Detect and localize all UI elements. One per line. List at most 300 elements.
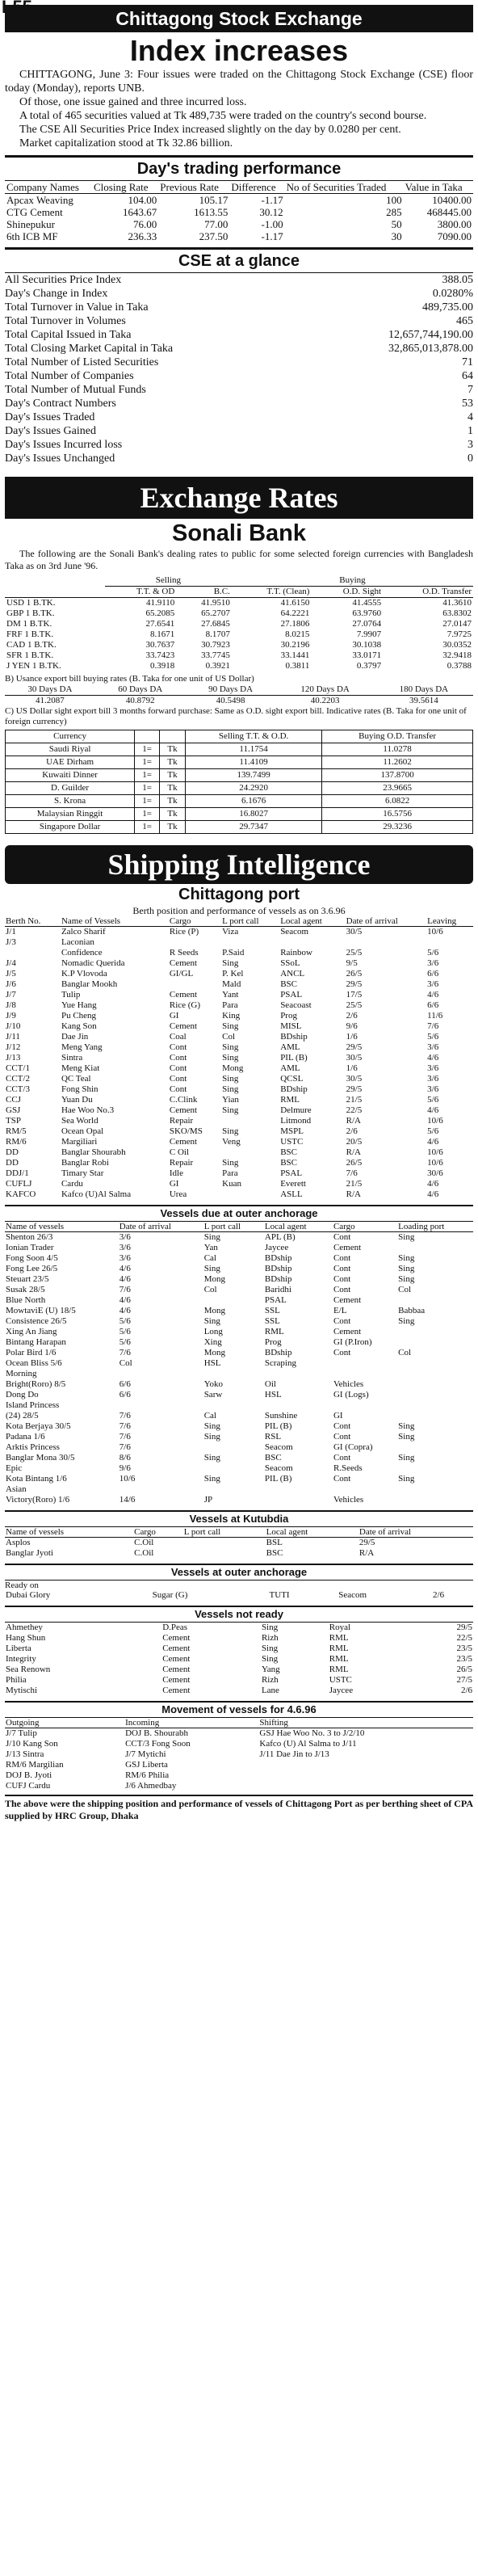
outer-cell	[264, 1495, 333, 1505]
outer-cell: MowtaviE (U) 18/5	[6, 1306, 76, 1315]
rate-cell: 41.9510	[201, 598, 230, 608]
movement-cell: J/13 Sintra	[6, 1749, 44, 1759]
outer-cell: 5/6	[119, 1327, 131, 1336]
kutubdia-title: Vessels at Kutubdia	[5, 1510, 473, 1527]
notready-cell: 23/5	[456, 1654, 472, 1664]
indicative-row	[6, 795, 473, 808]
outer-cell: Cont	[333, 1232, 351, 1242]
berth-cell: J/6	[6, 979, 16, 989]
outer-cell: Sing	[203, 1474, 220, 1484]
indicative-cell: Malaysian Ringgit	[6, 808, 135, 821]
indicative-header	[160, 730, 186, 743]
outer-header: Name of vessels	[5, 1222, 119, 1232]
usance-header: 30 Days DA	[5, 684, 95, 696]
table-row	[5, 206, 473, 218]
berth-cell: J/9	[6, 1011, 16, 1021]
movement-row	[5, 1770, 473, 1781]
outer-cell: (24) 28/5	[6, 1411, 39, 1421]
outer-cell: Col	[398, 1348, 412, 1357]
indicative-row	[6, 756, 473, 769]
glance-label: Total Turnover in Volumes	[5, 315, 126, 327]
indicative-cell: Tk	[160, 782, 186, 795]
article-paragraph: A total of 465 securities valued at Tk 489,735 were traded on the country's second bourse.	[19, 110, 427, 122]
notready-cell: Cement	[162, 1644, 191, 1653]
indicative-cell: 29.3236	[322, 821, 473, 834]
berth-cell: CCT/2	[6, 1074, 30, 1084]
outer-cell: Ocean Bliss 5/6	[6, 1358, 62, 1368]
berth-cell: 5/6	[427, 1095, 439, 1105]
glance-row	[5, 328, 473, 342]
outer-cell	[397, 1337, 473, 1348]
outer-cell	[397, 1400, 473, 1411]
notready-cell: Hang Shun	[6, 1633, 46, 1643]
outer-row	[5, 1253, 473, 1264]
table-cell: 10400.00	[432, 194, 472, 206]
outer-at-cell: Seacom	[338, 1590, 367, 1600]
page-number: L55	[2, 0, 32, 17]
berth-cell: Litmond	[280, 1116, 312, 1126]
outer-cell: GI (P.Iron)	[333, 1337, 372, 1347]
outer-cell: Consistence 26/5	[6, 1316, 67, 1326]
berth-cell: RM/5	[6, 1126, 27, 1136]
berth-row	[5, 979, 473, 990]
outer-cell: Sing	[203, 1432, 220, 1442]
outer-cell: Xing An Jiang	[6, 1327, 57, 1336]
table-cell: 468445.00	[426, 206, 472, 218]
berth-cell: Sing	[222, 1158, 239, 1168]
berth-cell: 30/5	[346, 1053, 363, 1063]
berth-cell: Para	[222, 1000, 238, 1010]
notready-cell: Yang	[261, 1665, 280, 1674]
outer-cell: Babbaa	[398, 1306, 426, 1315]
outer-row	[5, 1295, 473, 1306]
notready-cell: Rizh	[261, 1633, 279, 1643]
outer-cell: 10/6	[119, 1474, 136, 1484]
table-row	[5, 218, 473, 230]
notready-row	[5, 1654, 473, 1665]
berth-cell: QCSL	[280, 1074, 304, 1084]
outer-cell	[333, 1484, 397, 1495]
berth-cell: GSJ	[6, 1105, 21, 1115]
berth-cell: 3/6	[427, 1042, 439, 1052]
outer-cell: 4/6	[119, 1274, 131, 1284]
berth-cell: J/11	[6, 1032, 20, 1042]
notready-cell: Cement	[162, 1675, 191, 1685]
rate-cell: 41.4555	[352, 598, 382, 608]
table-cell: 7090.00	[437, 230, 472, 242]
outer-cell: PIL (B)	[264, 1421, 292, 1431]
movement-cell: J/7 Mytichi	[125, 1749, 166, 1759]
berth-cell: K.P Vlovoda	[61, 969, 107, 979]
berth-header: L port call	[221, 916, 279, 927]
movement-cell: CCT/3 Fong Soon	[125, 1739, 191, 1749]
glance-value: 53	[462, 398, 473, 410]
berth-cell: 6/6	[427, 969, 439, 979]
berth-cell: Dae Jin	[61, 1032, 89, 1042]
indicative-cell: Tk	[160, 821, 186, 834]
berth-row	[5, 1011, 473, 1021]
movement-row	[5, 1760, 473, 1770]
outer-row	[5, 1400, 473, 1411]
berth-cell: Coal	[169, 1032, 187, 1042]
outer-cell: Polar Bird 1/6	[6, 1348, 57, 1357]
outer-cell	[264, 1400, 333, 1411]
outer-cell: 3/6	[119, 1253, 131, 1263]
berth-cell: Banglar Shourabh	[61, 1147, 126, 1157]
berth-row	[5, 1137, 473, 1147]
berth-cell: QC Teal	[61, 1074, 91, 1084]
table-cell: 50	[391, 218, 402, 230]
outer-cell: Steuart 23/5	[6, 1274, 49, 1284]
kutubdia-cell: Banglar Jyoti	[6, 1548, 53, 1558]
indicative-cell: 137.8700	[322, 769, 473, 782]
outer-row	[5, 1285, 473, 1295]
outer-cell: Banglar Mona 30/5	[6, 1453, 75, 1463]
berth-cell: Cont	[169, 1084, 187, 1094]
outer-row	[5, 1453, 473, 1463]
article-paragraph: Of those, one issue gained and three incurred loss.	[19, 96, 247, 108]
berth-cell: King	[222, 1011, 241, 1021]
kutubdia-cell: Asplos	[6, 1538, 31, 1547]
berth-cell: J/12	[6, 1042, 21, 1052]
notready-cell: 27/5	[456, 1675, 472, 1685]
kutubdia-cell: C.Oil	[134, 1548, 154, 1558]
berth-cell: USTC	[280, 1137, 304, 1147]
notready-row	[5, 1623, 473, 1633]
outer-cell	[397, 1390, 473, 1400]
outer-cell: GI (Copra)	[333, 1442, 373, 1452]
berth-cell: Sintra	[61, 1053, 83, 1063]
berth-cell: Seacom	[280, 927, 309, 937]
glance-value: 7	[468, 384, 473, 396]
rate-row	[5, 661, 473, 671]
berth-cell: BSC	[280, 1158, 297, 1168]
berth-cell: CUFLJ	[6, 1179, 32, 1189]
outer-at-title: Vessels at outer anchorage	[5, 1564, 473, 1581]
kutubdia-header: Name of vessels	[5, 1527, 133, 1538]
table-cell: 76.00	[133, 218, 157, 230]
usance-header: 180 Days DA	[375, 684, 473, 696]
berth-cell	[169, 979, 221, 990]
outer-cell: Seacom	[264, 1463, 293, 1473]
berth-cell: R/A	[346, 1189, 361, 1199]
berth-cell: Ocean Opal	[61, 1126, 104, 1136]
outer-cell	[333, 1358, 397, 1369]
outer-cell: APL (B)	[264, 1232, 296, 1242]
outer-cell: Sing	[203, 1316, 220, 1326]
notready-cell: Sing	[261, 1644, 279, 1653]
notready-cell: Sing	[261, 1654, 279, 1664]
berth-cell: 21/5	[346, 1095, 363, 1105]
berth-cell: Yian	[222, 1095, 239, 1105]
kutubdia-table	[5, 1527, 473, 1559]
rate-cell: 30.2196	[280, 640, 310, 650]
outer-cell: Cement	[333, 1243, 362, 1252]
berth-cell: Cement	[169, 990, 198, 1000]
glance-value: 388.05	[442, 274, 473, 286]
rate-cell: 0.3797	[356, 661, 382, 671]
berth-cell: CCT/1	[6, 1063, 30, 1073]
kutubdia-header: Date of arrival	[358, 1527, 473, 1538]
glance-label: Total Number of Listed Securities	[5, 356, 159, 368]
movement-cell: J/7 Tulip	[6, 1728, 37, 1738]
table-header: Difference	[229, 181, 284, 194]
indicative-cell: UAE Dirham	[6, 756, 135, 769]
outer-cell: Cement	[333, 1295, 362, 1305]
berth-cell: Para	[222, 1168, 238, 1178]
berth-cell	[426, 937, 473, 948]
selling-group: Selling	[105, 575, 232, 587]
berth-cell: Rice (P)	[169, 927, 199, 937]
notready-cell: Jaycee	[329, 1686, 354, 1695]
berth-cell: Cont	[169, 1042, 187, 1052]
rate-cell: 27.1806	[280, 619, 310, 629]
notready-cell: RML	[329, 1644, 349, 1653]
kutubdia-cell: BSC	[266, 1548, 283, 1558]
indicative-cell: Tk	[160, 795, 186, 808]
berth-cell: Banglar Mookh	[61, 979, 118, 989]
berth-cell: Rice (G)	[169, 1000, 201, 1010]
outer-cell	[203, 1442, 264, 1453]
rate-cell: 30.0352	[442, 640, 472, 650]
berth-cell: Repair	[169, 1158, 194, 1168]
outer-cell: RSL	[264, 1432, 282, 1442]
berth-cell: 30/5	[346, 927, 363, 937]
outer-cell	[119, 1369, 203, 1379]
outer-cell	[203, 1295, 264, 1306]
indicative-cell: 1=	[135, 756, 160, 769]
berth-cell: 6/6	[427, 1000, 439, 1010]
notready-cell: 29/5	[456, 1623, 472, 1632]
rate-cell: SFR 1 B.TK.	[6, 650, 54, 660]
berth-cell: BDship	[280, 1032, 308, 1042]
indicative-cell: 6.0822	[322, 795, 473, 808]
outer-cell: Cont	[333, 1285, 351, 1294]
berth-row	[5, 1074, 473, 1084]
glance-value: 1	[468, 425, 473, 437]
berth-row	[5, 948, 473, 958]
outer-row	[5, 1369, 473, 1379]
notready-row	[5, 1686, 473, 1696]
berth-cell: 29/5	[346, 1084, 363, 1094]
table-cell: -1.17	[261, 194, 283, 206]
rate-cell: GBP 1 B.TK.	[6, 608, 55, 618]
movement-row	[5, 1749, 473, 1760]
outer-row	[5, 1484, 473, 1495]
indicative-cell: Saudi Riyal	[6, 743, 135, 756]
outer-cell: 7/6	[119, 1442, 131, 1452]
berth-cell: ANCL	[280, 969, 305, 979]
berth-cell: Idle	[169, 1168, 183, 1178]
glance-label: All Securities Price Index	[5, 274, 122, 286]
table-cell: 30.12	[259, 206, 283, 218]
table-cell: Apcax Weaving	[6, 194, 73, 206]
notready-cell: Lane	[261, 1686, 279, 1695]
berth-cell: Cement	[169, 958, 198, 968]
outer-cell: Fong Lee 26/5	[6, 1264, 58, 1273]
rate-cell: 7.9725	[447, 629, 472, 639]
rate-cell: 27.0147	[442, 619, 472, 629]
indicative-cell: S. Krona	[6, 795, 135, 808]
movement-cell: RM/6 Philia	[125, 1770, 170, 1780]
shipping-footnote: The above were the shipping position and performance of vessels of Chittagong Port as per berthing sheet of CPA supplied by HRC Group, Dhaka	[5, 1795, 473, 1822]
outer-cell: Padana 1/6	[6, 1432, 45, 1442]
indicative-cell: 1=	[135, 782, 160, 795]
rate-cell: 0.3918	[150, 661, 175, 671]
berth-cell: 29/5	[346, 1042, 363, 1052]
table-cell: 77.00	[204, 218, 229, 230]
berth-cell: SKO/MS	[169, 1126, 203, 1136]
rate-cell: 41.9110	[145, 598, 175, 608]
berth-row	[5, 1032, 473, 1042]
outer-cell	[397, 1463, 473, 1474]
notready-cell: RML	[329, 1633, 349, 1643]
glance-value: 32,865,013,878.00	[388, 343, 473, 355]
berth-row	[5, 1095, 473, 1105]
indicative-row	[6, 782, 473, 795]
rate-cell: DM 1 B.TK.	[6, 619, 52, 629]
berth-cell: 29/5	[346, 979, 363, 989]
notready-cell: D.Peas	[162, 1623, 188, 1632]
outer-cell: 7/6	[119, 1432, 131, 1442]
glance-label: Day's Issues Incurred loss	[5, 439, 123, 451]
berth-cell: BSC	[280, 979, 297, 989]
outer-cell: Cont	[333, 1274, 351, 1284]
berth-cell: GI	[169, 1011, 179, 1021]
berth-row	[5, 1000, 473, 1011]
outer-cell: 7/6	[119, 1421, 131, 1431]
rate-header	[5, 587, 105, 598]
berth-cell: DDJ/1	[6, 1168, 29, 1178]
table-cell: 30	[391, 230, 402, 242]
rate-cell: 33.7423	[145, 650, 175, 660]
notready-cell: 23/5	[456, 1644, 472, 1653]
kutubdia-header: Cargo	[133, 1527, 183, 1538]
rate-cell: USD 1 B.TK.	[6, 598, 56, 608]
berth-table	[5, 916, 473, 1200]
outer-cell: 4/6	[119, 1306, 131, 1315]
outer-cell: 6/6	[119, 1379, 131, 1389]
outer-cell: Xing	[203, 1337, 222, 1347]
movement-row	[5, 1728, 473, 1740]
rate-cell: 8.0215	[285, 629, 310, 639]
berth-row	[5, 1168, 473, 1179]
movement-row	[5, 1781, 473, 1791]
outer-cell: Cont	[333, 1348, 351, 1357]
berth-cell: AML	[280, 1042, 300, 1052]
notready-cell: Philia	[6, 1675, 27, 1685]
outer-row	[5, 1379, 473, 1390]
outer-at-cell: Dubai Glory	[6, 1590, 51, 1600]
rate-cell: 65.2707	[201, 608, 230, 618]
berth-cell: 5/6	[427, 1032, 439, 1042]
outer-header: Date of arrival	[119, 1222, 203, 1232]
outer-cell: PIL (B)	[264, 1474, 292, 1484]
glance-label: Day's Issues Gained	[5, 425, 96, 437]
outer-cell: Cont	[333, 1453, 351, 1463]
glance-row	[5, 452, 473, 465]
rate-cell: 63.8302	[442, 608, 472, 618]
indicative-cell: 24.2920	[185, 782, 321, 795]
berth-cell: Repair	[169, 1116, 194, 1126]
berth-cell: C.Clink	[169, 1095, 198, 1105]
berth-cell: Delmure	[280, 1105, 312, 1115]
outer-cell: SSL	[264, 1316, 280, 1326]
outer-cell	[397, 1369, 473, 1379]
notready-table	[5, 1623, 473, 1696]
trading-table	[5, 181, 473, 242]
outer-cell: Cont	[333, 1264, 351, 1273]
berth-cell: DD	[6, 1158, 19, 1168]
table-cell: 104.00	[128, 194, 157, 206]
movement-cell: DOJ B. Jyoti	[6, 1770, 52, 1780]
outer-cell: SSL	[264, 1306, 280, 1315]
table-row	[5, 194, 473, 207]
movement-cell: CUFJ Cardu	[6, 1781, 51, 1791]
outer-header: Local agent	[264, 1222, 333, 1232]
berth-cell: Cont	[169, 1063, 187, 1073]
berth-cell: 3/6	[427, 979, 439, 989]
outer-cell	[203, 1484, 264, 1495]
indicative-cell: 139.7499	[185, 769, 321, 782]
table-cell: 1643.67	[123, 206, 157, 218]
berth-cell: KAFCO	[6, 1189, 36, 1199]
berth-cell: P.Said	[222, 948, 245, 958]
outer-cell: Sing	[398, 1274, 415, 1284]
table-header: Previous Rate	[158, 181, 229, 194]
glance-label: Total Turnover in Value in Taka	[5, 301, 149, 314]
outer-cell: BDship	[264, 1264, 292, 1273]
usance-value: 40.5498	[216, 696, 245, 705]
movement-cell: GSJ Hae Woo No. 3 to J/2/10	[259, 1728, 365, 1738]
glance-label: Total Number of Mutual Funds	[5, 384, 146, 396]
berth-cell	[221, 937, 279, 948]
berth-cell: Sing	[222, 1105, 239, 1115]
berth-cell: 4/6	[427, 990, 439, 1000]
outer-cell: Cal	[203, 1411, 216, 1421]
berth-row	[5, 1126, 473, 1137]
rates-intro: The following are the Sonali Bank's dealing rates to public for some selected foreign currencies with Bangladesh Taka as on 3rd June '96.	[5, 548, 473, 571]
berth-cell: 10/6	[427, 927, 443, 937]
indicative-cell: Kuwaiti Dinner	[6, 769, 135, 782]
berth-header: Local agent	[279, 916, 345, 927]
berth-cell: 9/5	[346, 958, 358, 968]
indicative-row	[6, 821, 473, 834]
rate-row	[5, 629, 473, 640]
glance-row	[5, 314, 473, 328]
outer-cell: 5/6	[119, 1316, 131, 1326]
table-cell: -1.00	[261, 218, 283, 230]
rate-cell: 63.9760	[352, 608, 382, 618]
glance-value: 3	[468, 439, 473, 451]
notready-cell: 22/5	[456, 1633, 472, 1643]
berth-cell: Everett	[280, 1179, 306, 1189]
rate-cell: 0.3811	[285, 661, 310, 671]
rate-header: O.D. Transfer	[383, 587, 473, 598]
outer-cell	[203, 1463, 264, 1474]
usance-header: 120 Days DA	[275, 684, 374, 696]
berth-cell: Fong Shin	[61, 1084, 99, 1094]
glance-value: 64	[462, 370, 473, 382]
rate-cell: 0.3921	[205, 661, 230, 671]
outer-cell: Cont	[333, 1253, 351, 1263]
glance-row	[5, 287, 473, 301]
outer-cell: Col	[203, 1285, 217, 1294]
glance-value: 12,657,744,190.00	[388, 329, 473, 341]
movement-header: Outgoing	[5, 1718, 124, 1728]
glance-row	[5, 356, 473, 369]
table-cell: CTG Cement	[6, 206, 63, 218]
